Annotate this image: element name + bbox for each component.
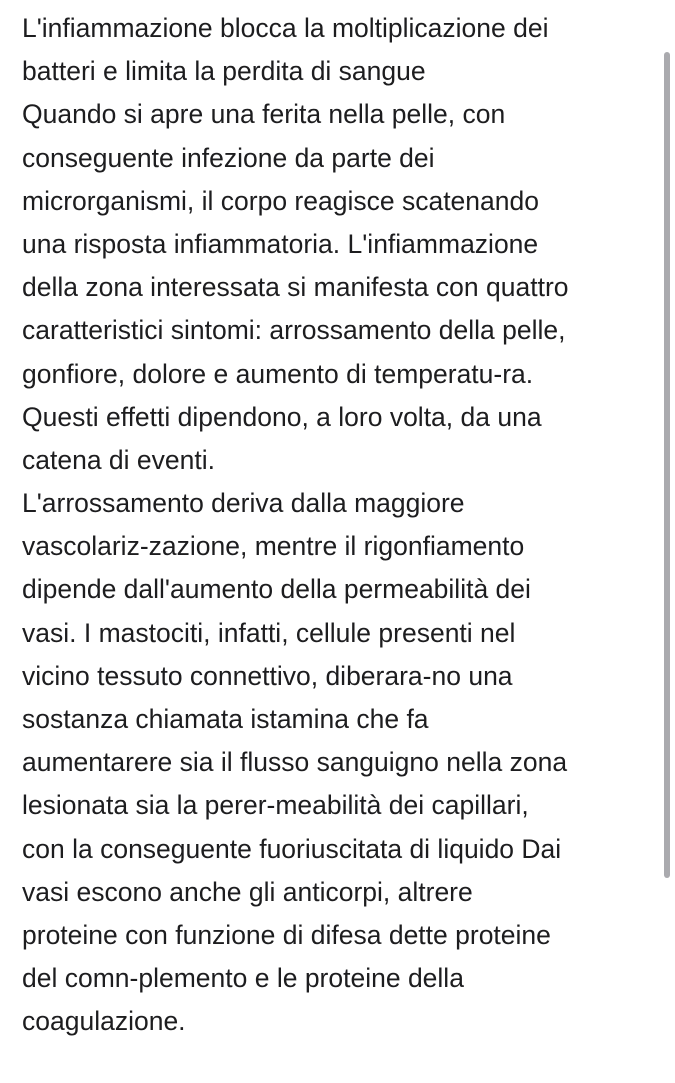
text-line: L'infiammazione blocca la moltiplicazione dei (22, 13, 549, 43)
text-line: della zona interessata si manifesta con quattro (22, 272, 569, 303)
text-line: lesionata sia la perer-meabilità dei capillari, (22, 790, 529, 821)
text-line: aumentarere sia il flusso sanguigno nella zona (22, 747, 568, 778)
text-line: microrganismi, il corpo reagisce scatenando (22, 185, 539, 216)
document-text[interactable] (22, 7, 650, 1044)
text-line: del comn-plemento e le proteine della (22, 963, 464, 994)
text-line: vasi escono anche gli anticorpi, altrere (22, 876, 473, 907)
text-line: catena di eventi. (22, 444, 215, 475)
text-line: caratteristici sintomi: arrossamento della pelle, (22, 315, 566, 346)
text-line: dipende dall'aumento della permeabilità dei (22, 574, 531, 605)
text-line: Quando si apre una ferita nella pelle, con (22, 99, 506, 130)
vertical-scrollbar[interactable] (664, 52, 670, 878)
text-line: proteine con funzione di difesa dette proteine (22, 919, 551, 950)
text-line: una risposta infiammatoria. L'infiammazione (22, 228, 539, 259)
text-line: con la conseguente fuoriuscitata di liquido Dai (22, 833, 562, 864)
text-line: coagulazione. (22, 1006, 186, 1037)
text-line: vicino tessuto connettivo, diberara-no una (22, 660, 513, 691)
text-line: vasi. I mastociti, infatti, cellule presenti nel (22, 617, 516, 648)
text-line: batteri e limita la perdita di sangue (22, 56, 426, 87)
text-line: conseguente infezione da parte dei (22, 142, 435, 173)
text-line: sostanza chiamata istamina che fa (22, 704, 429, 734)
text-line: gonfiore, dolore e aumento di temperatu-ra. (22, 358, 534, 389)
text-line: L'arrossamento deriva dalla maggiore (22, 488, 465, 519)
text-line: Questi effetti dipendono, a loro volta, da una (22, 401, 542, 432)
text-line: vascolariz-zazione, mentre il rigonfiamento (22, 531, 525, 562)
